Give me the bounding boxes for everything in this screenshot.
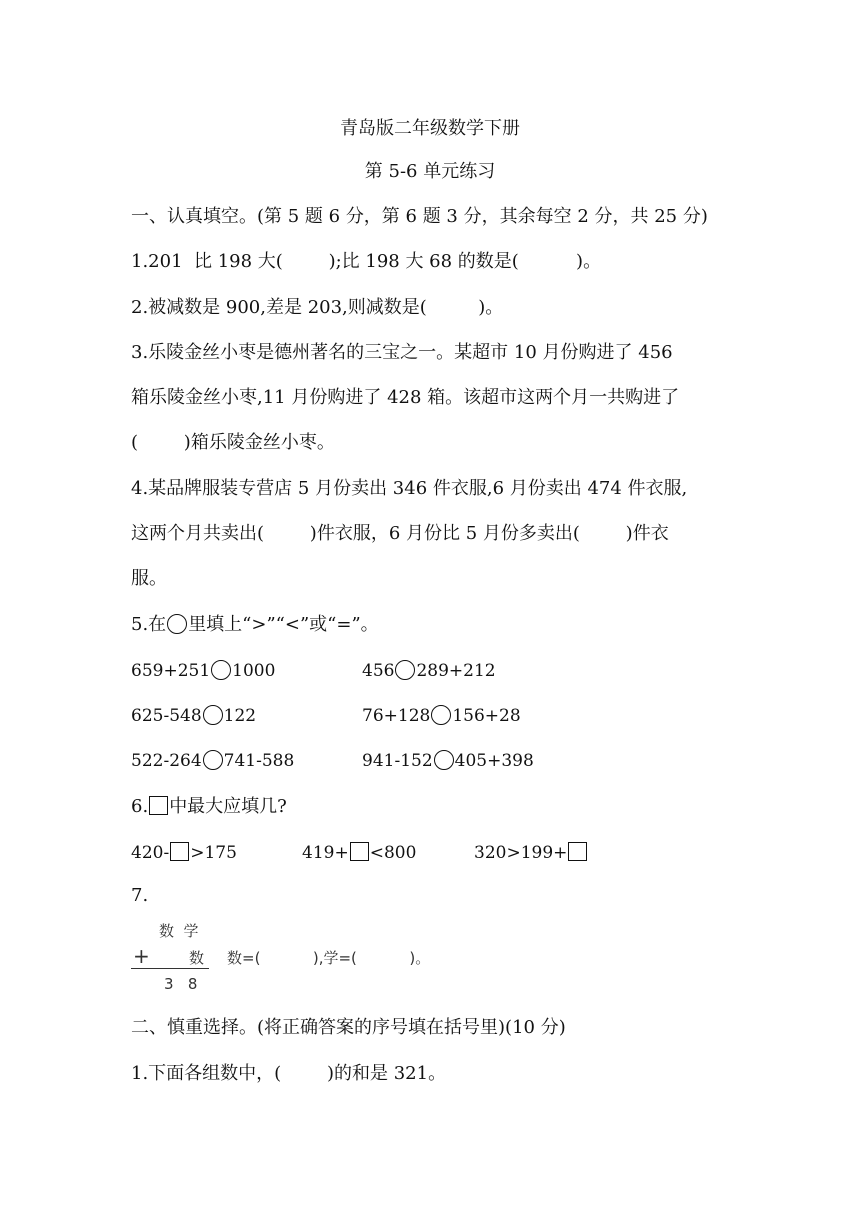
compare-circle[interactable] xyxy=(203,750,223,770)
q5-item: 625-548 122 xyxy=(131,706,257,726)
q5-item: 76+128 156+28 xyxy=(362,706,521,726)
answer-box[interactable] xyxy=(350,842,369,861)
vertical-addition-figure xyxy=(131,918,491,1000)
q6-item: 420- >175 xyxy=(131,843,237,863)
question-4-line-1: 4.某品牌服装专营店 5 月份卖出 346 件衣服,6 月份卖出 474 件衣服, xyxy=(131,478,688,499)
compare-circle[interactable] xyxy=(434,750,454,770)
question-1: 1.201 比 198 大( );比 198 大 68 的数是( )。 xyxy=(131,251,602,272)
compare-circle[interactable] xyxy=(211,660,231,680)
addend-second-row: 数 xyxy=(189,949,205,967)
compare-circle[interactable] xyxy=(203,705,223,725)
plus-sign: + xyxy=(133,944,150,968)
circle-icon xyxy=(167,614,187,634)
q6-item: 320>199+ xyxy=(474,841,588,865)
q6-item: 419+ <800 xyxy=(302,843,417,863)
question-5-prompt: 5.在 里填上“>”“<”或“=”。 xyxy=(131,614,379,635)
section2-question-1: 1.下面各组数中，( )的和是 321。 xyxy=(131,1063,447,1084)
question-7-label: 7. xyxy=(131,885,149,906)
sum-row: 3 8 xyxy=(164,975,198,993)
question-3-line-3: ( )箱乐陵金丝小枣。 xyxy=(131,432,335,453)
question-4-line-2: 这两个月共卖出( )件衣服，6 月份比 5 月份多卖出( )件衣 xyxy=(131,523,669,544)
question-6-prompt: 6. 中最大应填几? xyxy=(131,796,287,817)
q5-item: 456 289+212 xyxy=(362,661,496,681)
page-title: 青岛版二年级数学下册 xyxy=(340,118,520,139)
answer-box[interactable] xyxy=(568,842,587,861)
page-subtitle: 第 5-6 单元练习 xyxy=(364,161,496,182)
question-3-line-1: 3.乐陵金丝小枣是德州著名的三宝之一。某超市 10 月份购进了 456 xyxy=(131,342,673,363)
question-4-line-3: 服。 xyxy=(131,568,167,589)
q7-answer: 数=( ),学=( )。 xyxy=(227,949,431,967)
answer-box[interactable] xyxy=(170,842,189,861)
compare-circle[interactable] xyxy=(431,705,451,725)
question-2: 2.被减数是 900,差是 203,则减数是( )。 xyxy=(131,297,504,318)
compare-circle[interactable] xyxy=(395,660,415,680)
sum-line xyxy=(131,968,209,969)
addend-top-row: 数 学 xyxy=(159,922,199,940)
q5-item: 659+251 1000 xyxy=(131,661,276,681)
section1-heading: 一、认真填空。(第 5 题 6 分，第 6 题 3 分，其余每空 2 分，共 25 分) xyxy=(131,206,708,227)
q5-item: 522-264 741-588 xyxy=(131,751,295,771)
q5-item: 941-152 405+398 xyxy=(362,751,534,771)
section2-heading: 二、慎重选择。(将正确答案的序号填在括号里)(10 分) xyxy=(131,1017,566,1038)
square-icon xyxy=(149,796,168,815)
question-3-line-2: 箱乐陵金丝小枣,11 月份购进了 428 箱。该超市这两个月一共购进了 xyxy=(131,387,680,408)
